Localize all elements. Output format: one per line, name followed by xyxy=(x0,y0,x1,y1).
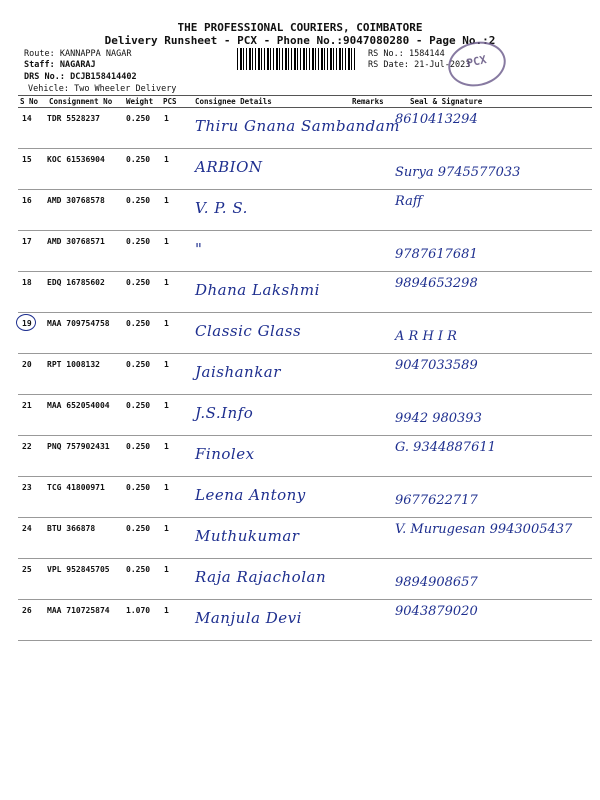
row-consignment-no: KOC 61536904 xyxy=(47,155,105,164)
barcode xyxy=(237,48,357,70)
row-sno: 26 xyxy=(22,606,32,615)
table-row xyxy=(0,231,600,272)
row-signature-handwritten: Surya 9745577033 xyxy=(395,165,521,180)
row-consignment-no: MAA 652054004 xyxy=(47,401,110,410)
row-consignment-no: RPT 1008132 xyxy=(47,360,100,369)
row-sno: 21 xyxy=(22,401,32,410)
row-pcs: 1 xyxy=(164,237,169,246)
row-pcs: 1 xyxy=(164,114,169,123)
row-consignee-handwritten: Leena Antony xyxy=(195,486,306,504)
company-title: THE PROFESSIONAL COURIERS, COIMBATORE xyxy=(177,21,423,34)
route-value: KANNAPPA NAGAR xyxy=(59,49,132,59)
row-signature-handwritten: 9677622717 xyxy=(395,493,478,508)
row-signature-handwritten: 9894908657 xyxy=(395,575,478,590)
row-consignment-no: TCG 41800971 xyxy=(47,483,105,492)
row-consignee-handwritten: ARBION xyxy=(195,158,263,176)
row-sno: 18 xyxy=(22,278,32,287)
row-weight: 1.070 xyxy=(126,606,151,615)
row-signature-handwritten: 8610413294 xyxy=(395,112,478,127)
table-row xyxy=(0,477,600,518)
drs-label: DRS No.: xyxy=(24,72,65,82)
rs-date-value: 21-Jul-2023 xyxy=(414,60,471,70)
route-label: Route: xyxy=(24,49,55,59)
route-line xyxy=(24,49,132,59)
row-pcs: 1 xyxy=(164,401,169,410)
row-weight: 0.250 xyxy=(126,237,151,246)
row-pcs: 1 xyxy=(164,483,169,492)
row-signature-handwritten: Raff xyxy=(395,194,423,209)
row-consignment-no: PNQ 757902431 xyxy=(47,442,110,451)
row-pcs: 1 xyxy=(164,196,169,205)
staff-line xyxy=(24,60,96,70)
col-sno: S No xyxy=(20,97,39,106)
row-consignee-handwritten: Raja Rajacholan xyxy=(195,568,327,586)
row-signature-handwritten: 9894653298 xyxy=(395,276,478,291)
row-sno: 23 xyxy=(22,483,32,492)
row-weight: 0.250 xyxy=(126,114,151,123)
row-sno: 25 xyxy=(22,565,32,574)
row-weight: 0.250 xyxy=(126,196,151,205)
staff-value: NAGARAJ xyxy=(59,60,96,70)
row-consignee-handwritten: Jaishankar xyxy=(195,363,281,381)
row-consignee-handwritten: J.S.Info xyxy=(195,404,254,422)
row-pcs: 1 xyxy=(164,360,169,369)
table-row xyxy=(0,149,600,190)
row-weight: 0.250 xyxy=(126,155,151,164)
col-remarks: Remarks xyxy=(352,97,384,106)
row-consignment-no: AMD 30768578 xyxy=(47,196,105,205)
rs-date-label: RS Date: xyxy=(368,60,409,70)
row-pcs: 1 xyxy=(164,155,169,164)
row-weight: 0.250 xyxy=(126,360,151,369)
row-consignment-no: AMD 30768571 xyxy=(47,237,105,246)
header-top-rule xyxy=(18,95,592,96)
row-consignment-no: MAA 710725874 xyxy=(47,606,110,615)
row-divider xyxy=(18,640,592,641)
row-consignee-handwritten: Manjula Devi xyxy=(195,609,302,627)
table-row xyxy=(0,313,600,354)
col-pcs: PCS xyxy=(163,97,177,106)
table-row xyxy=(0,436,600,477)
table-row xyxy=(0,600,600,641)
row-consignee-handwritten: " xyxy=(195,240,203,258)
row-consignment-no: VPL 952845705 xyxy=(47,565,110,574)
row-signature-handwritten: 9942 980393 xyxy=(395,411,482,426)
col-signature: Seal & Signature xyxy=(410,97,483,106)
row-consignee-handwritten: Thiru Gnana Sambandam xyxy=(195,117,400,135)
row-pcs: 1 xyxy=(164,278,169,287)
row-weight: 0.250 xyxy=(126,278,151,287)
table-row xyxy=(0,108,600,149)
row-signature-handwritten: 9787617681 xyxy=(395,247,478,262)
col-consignment: Consignment No xyxy=(49,97,113,106)
rs-no-label: RS No.: xyxy=(368,49,404,59)
row-sno: 19 xyxy=(22,319,32,328)
table-row xyxy=(0,272,600,313)
table-row xyxy=(0,518,600,559)
vehicle-line xyxy=(28,84,176,94)
sno-circle-mark xyxy=(16,314,36,331)
row-signature-handwritten: G. 9344887611 xyxy=(395,440,496,455)
table-row xyxy=(0,395,600,436)
row-consignment-no: BTU 366878 xyxy=(47,524,96,533)
row-weight: 0.250 xyxy=(126,524,151,533)
col-weight: Weight xyxy=(126,97,154,106)
vehicle-label: Vehicle: xyxy=(28,84,69,94)
runsheet-subtitle: Delivery Runsheet - PCX - Phone No.:9047080280 - Page No.:2 xyxy=(104,34,496,47)
pcx-stamp: PCX xyxy=(444,36,510,91)
row-signature-handwritten: 9043879020 xyxy=(395,604,478,619)
row-pcs: 1 xyxy=(164,524,169,533)
row-consignment-no: EDQ 16785602 xyxy=(47,278,105,287)
row-sno: 15 xyxy=(22,155,32,164)
row-weight: 0.250 xyxy=(126,442,151,451)
row-consignee-handwritten: Classic Glass xyxy=(195,322,302,340)
row-pcs: 1 xyxy=(164,319,169,328)
table-row xyxy=(0,190,600,231)
drs-value: DCJB158414402 xyxy=(70,72,137,82)
row-weight: 0.250 xyxy=(126,483,151,492)
row-sno: 14 xyxy=(22,114,32,123)
table-row xyxy=(0,559,600,600)
rs-no-line xyxy=(368,49,445,59)
row-weight: 0.250 xyxy=(126,401,151,410)
row-signature-handwritten: V. Murugesan 9943005437 xyxy=(395,522,573,537)
row-signature-handwritten: A R H I R xyxy=(395,329,457,344)
row-weight: 0.250 xyxy=(126,565,151,574)
row-consignee-handwritten: Finolex xyxy=(195,445,255,463)
vehicle-value: Two Wheeler Delivery xyxy=(74,84,177,94)
row-signature-handwritten: 9047033589 xyxy=(395,358,478,373)
staff-label: Staff: xyxy=(24,60,55,70)
row-sno: 22 xyxy=(22,442,32,451)
row-consignment-no: TDR 5528237 xyxy=(47,114,100,123)
row-sno: 16 xyxy=(22,196,32,205)
row-pcs: 1 xyxy=(164,565,169,574)
row-sno: 24 xyxy=(22,524,32,533)
row-pcs: 1 xyxy=(164,442,169,451)
row-pcs: 1 xyxy=(164,606,169,615)
row-sno: 17 xyxy=(22,237,32,246)
col-consignee: Consignee Details xyxy=(195,97,272,106)
row-consignee-handwritten: V. P. S. xyxy=(195,199,248,217)
rs-no-value: 1584144 xyxy=(408,49,445,59)
row-sno: 20 xyxy=(22,360,32,369)
row-weight: 0.250 xyxy=(126,319,151,328)
row-consignee-handwritten: Dhana Lakshmi xyxy=(195,281,320,299)
table-row xyxy=(0,354,600,395)
row-consignment-no: MAA 709754758 xyxy=(47,319,110,328)
drs-line xyxy=(24,72,137,82)
row-consignee-handwritten: Muthukumar xyxy=(195,527,300,545)
